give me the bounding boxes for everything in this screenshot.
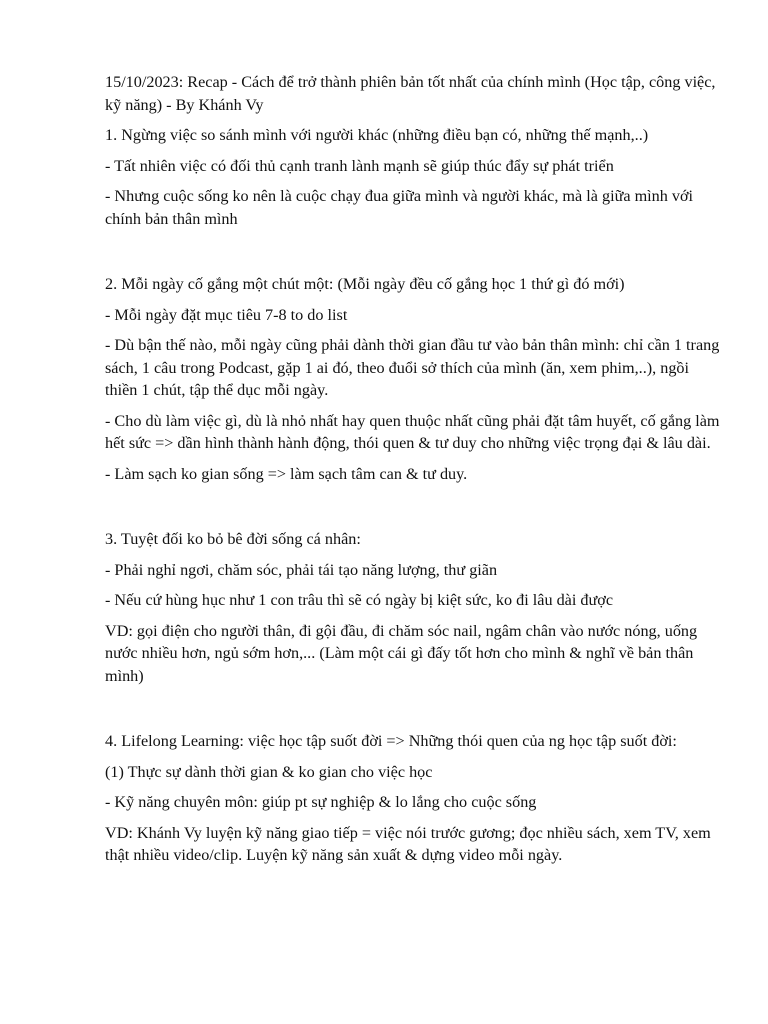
section-3-heading: 3. Tuyệt đối ko bỏ bê đời sống cá nhân:	[105, 530, 361, 548]
section-4-paragraph: - Kỹ năng chuyên môn: giúp pt sự nghiệp & lo lắng cho cuộc sống	[105, 793, 537, 811]
section-1-paragraph: - Nhưng cuộc sống ko nên là cuộc chạy đua giữa mình và người khác, mà là giữa mình với chính bản thân mình	[105, 187, 694, 228]
section-2-paragraph: - Mỗi ngày đặt mục tiêu 7-8 to do list	[105, 305, 348, 324]
section-2-paragraph: - Dù bận thế nào, mỗi ngày cũng phải dành thời gian đầu tư vào bản thân mình: chỉ cần 1 trang sách, 1 câu trong Podcast, gặp 1 ai đó, theo đuổi sở thích của mình (ăn, xem phim,..), ngồi thiền 1 chút, tập thể dục mỗi ngày.	[105, 336, 720, 399]
section-2-heading: 2. Mỗi ngày cố gắng một chút một: (Mỗi ngày đều cố gắng học 1 thứ gì đó mới)	[105, 275, 625, 293]
section-3-paragraph: - Phải nghỉ ngơi, chăm sóc, phải tái tạo năng lượng, thư giãn	[105, 560, 498, 579]
document-body	[105, 71, 720, 875]
document-title: 15/10/2023: Recap - Cách để trở thành phiên bản tốt nhất của chính mình (Học tập, công việc, kỹ năng) - By Khánh Vy	[105, 73, 716, 114]
section-4-paragraph: (1) Thực sự dành thời gian & ko gian cho việc học	[105, 762, 433, 781]
section-2-paragraph: - Làm sạch ko gian sống => làm sạch tâm can & tư duy.	[105, 464, 468, 483]
section-1-heading: 1. Ngừng việc so sánh mình với người khác (những điều bạn có, những thế mạnh,..)	[105, 126, 649, 144]
section-4-paragraph: VD: Khánh Vy luyện kỹ năng giao tiếp = việc nói trước gương; đọc nhiều sách, xem TV, xem thật nhiều video/clip. Luyện kỹ năng sản xuất & dựng video mỗi ngày.	[105, 823, 711, 864]
section-1-paragraph: - Tất nhiên việc có đối thủ cạnh tranh lành mạnh sẽ giúp thúc đẩy sự phát triển	[105, 156, 614, 175]
section-2-paragraph: - Cho dù làm việc gì, dù là nhỏ nhất hay quen thuộc nhất cũng phải đặt tâm huyết, cố gắng làm hết sức => dần hình thành hành động, thói quen & tư duy cho những việc trọng đại & lâu dài.	[105, 411, 720, 452]
section-3-paragraph: - Nếu cứ hùng hục như 1 con trâu thì sẽ có ngày bị kiệt sức, ko đi lâu dài được	[105, 591, 614, 609]
section-3-paragraph: VD: gọi điện cho người thân, đi gội đầu, đi chăm sóc nail, ngâm chân vào nước nóng, uống nước nhiều hơn, ngủ sớm hơn,... (Làm một cái gì đấy tốt hơn cho mình & nghĩ về bản thân mình)	[105, 621, 698, 685]
section-4-heading: 4. Lifelong Learning: việc học tập suốt đời => Những thói quen của ng học tập suốt đời:	[105, 732, 677, 750]
